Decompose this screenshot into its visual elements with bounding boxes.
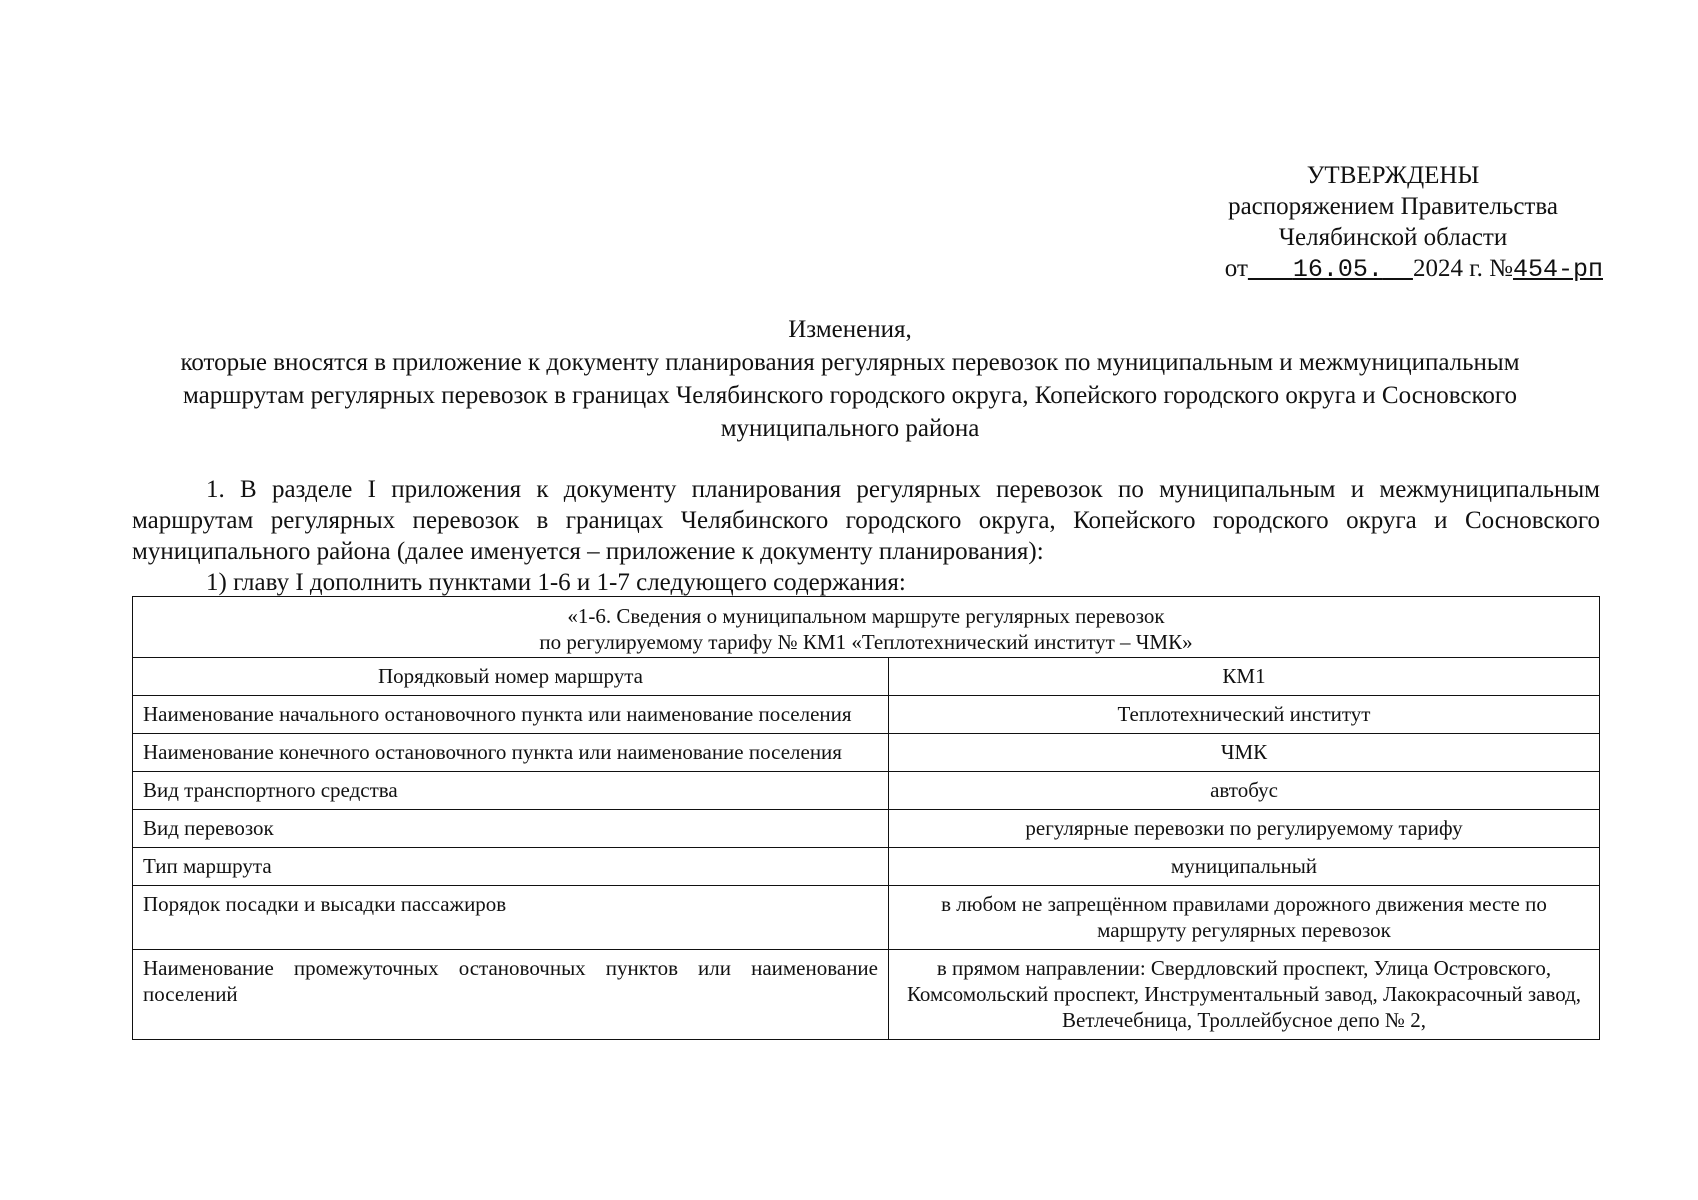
table-header-line-1: «1-6. Сведения о муниципальном маршруте регулярных перевозок — [567, 604, 1165, 628]
row-value: муниципальный — [889, 848, 1600, 886]
row-label: Вид перевозок — [133, 810, 889, 848]
document-title — [160, 313, 1540, 445]
table-row — [133, 950, 1600, 1040]
row-label: Порядковый номер маршрута — [133, 658, 889, 696]
paragraph-1: 1. В разделе I приложения к документу планирования регулярных перевозок по муниципальным и межмуниципальным маршрутам регулярных перевозок в границах Челябинского городского округа, Копейского городского округа и Сосновского муниципального района (далее именуется – приложение к документу планирования): — [132, 476, 1600, 565]
row-label: Вид транспортного средства — [133, 772, 889, 810]
paragraph-2: 1) главу I дополнить пунктами 1-6 и 1-7 следующего содержания: — [206, 569, 906, 596]
table-row — [133, 696, 1600, 734]
approval-title: УТВЕРЖДЕНЫ — [1306, 162, 1480, 189]
approval-line-1: распоряжением Правительства — [1228, 193, 1558, 220]
row-label: Наименование начального остановочного пункта или наименование поселения — [133, 696, 889, 734]
row-value: Теплотехнический институт — [889, 696, 1600, 734]
row-label: Наименование конечного остановочного пункта или наименование поселения — [133, 734, 889, 772]
row-value: ЧМК — [889, 734, 1600, 772]
row-value: в прямом направлении: Свердловский проспект, Улица Островского, Комсомольский проспект, Инструментальный завод, Лакокрасочный завод, Ветлечебница, Троллейбусное депо № 2, — [889, 950, 1600, 1040]
row-value: КМ1 — [889, 658, 1600, 696]
table-row — [133, 734, 1600, 772]
table-row — [133, 886, 1600, 950]
approval-line-2: Челябинской области — [1278, 224, 1508, 251]
table-row — [133, 658, 1600, 696]
row-label: Порядок посадки и высадки пассажиров — [133, 886, 889, 950]
table-row — [133, 848, 1600, 886]
table-header — [133, 597, 1600, 658]
row-label: Тип маршрута — [133, 848, 889, 886]
row-value: регулярные перевозки по регулируемому тарифу — [889, 810, 1600, 848]
year-text: 2024 г. № — [1412, 255, 1513, 282]
table-header-row — [133, 597, 1600, 658]
title-heading: Изменения, — [788, 316, 912, 343]
approval-block — [1183, 160, 1603, 285]
table-row — [133, 772, 1600, 810]
table-row — [133, 810, 1600, 848]
approval-date-line — [1183, 253, 1603, 285]
body-text — [132, 474, 1600, 598]
route-table — [132, 596, 1600, 1040]
approval-date: 16.05. — [1292, 255, 1383, 284]
title-subtitle: которые вносятся в приложение к документу планирования регулярных перевозок по муниципальным и межмуниципальным маршрутам регулярных перевозок в границах Челябинского городского округа, Копейского городского округа и Сосновского муниципального района — [180, 349, 1520, 442]
approval-number: 454-рп — [1512, 255, 1603, 284]
date-prefix: от — [1224, 255, 1248, 282]
table-header-line-2: по регулируемому тарифу № КМ1 «Теплотехнический институт – ЧМК» — [539, 630, 1193, 654]
row-label: Наименование промежуточных остановочных пунктов или наименование поселений — [133, 950, 889, 1040]
row-value: автобус — [889, 772, 1600, 810]
row-value: в любом не запрещённом правилами дорожного движения месте по маршруту регулярных перевозок — [889, 886, 1600, 950]
